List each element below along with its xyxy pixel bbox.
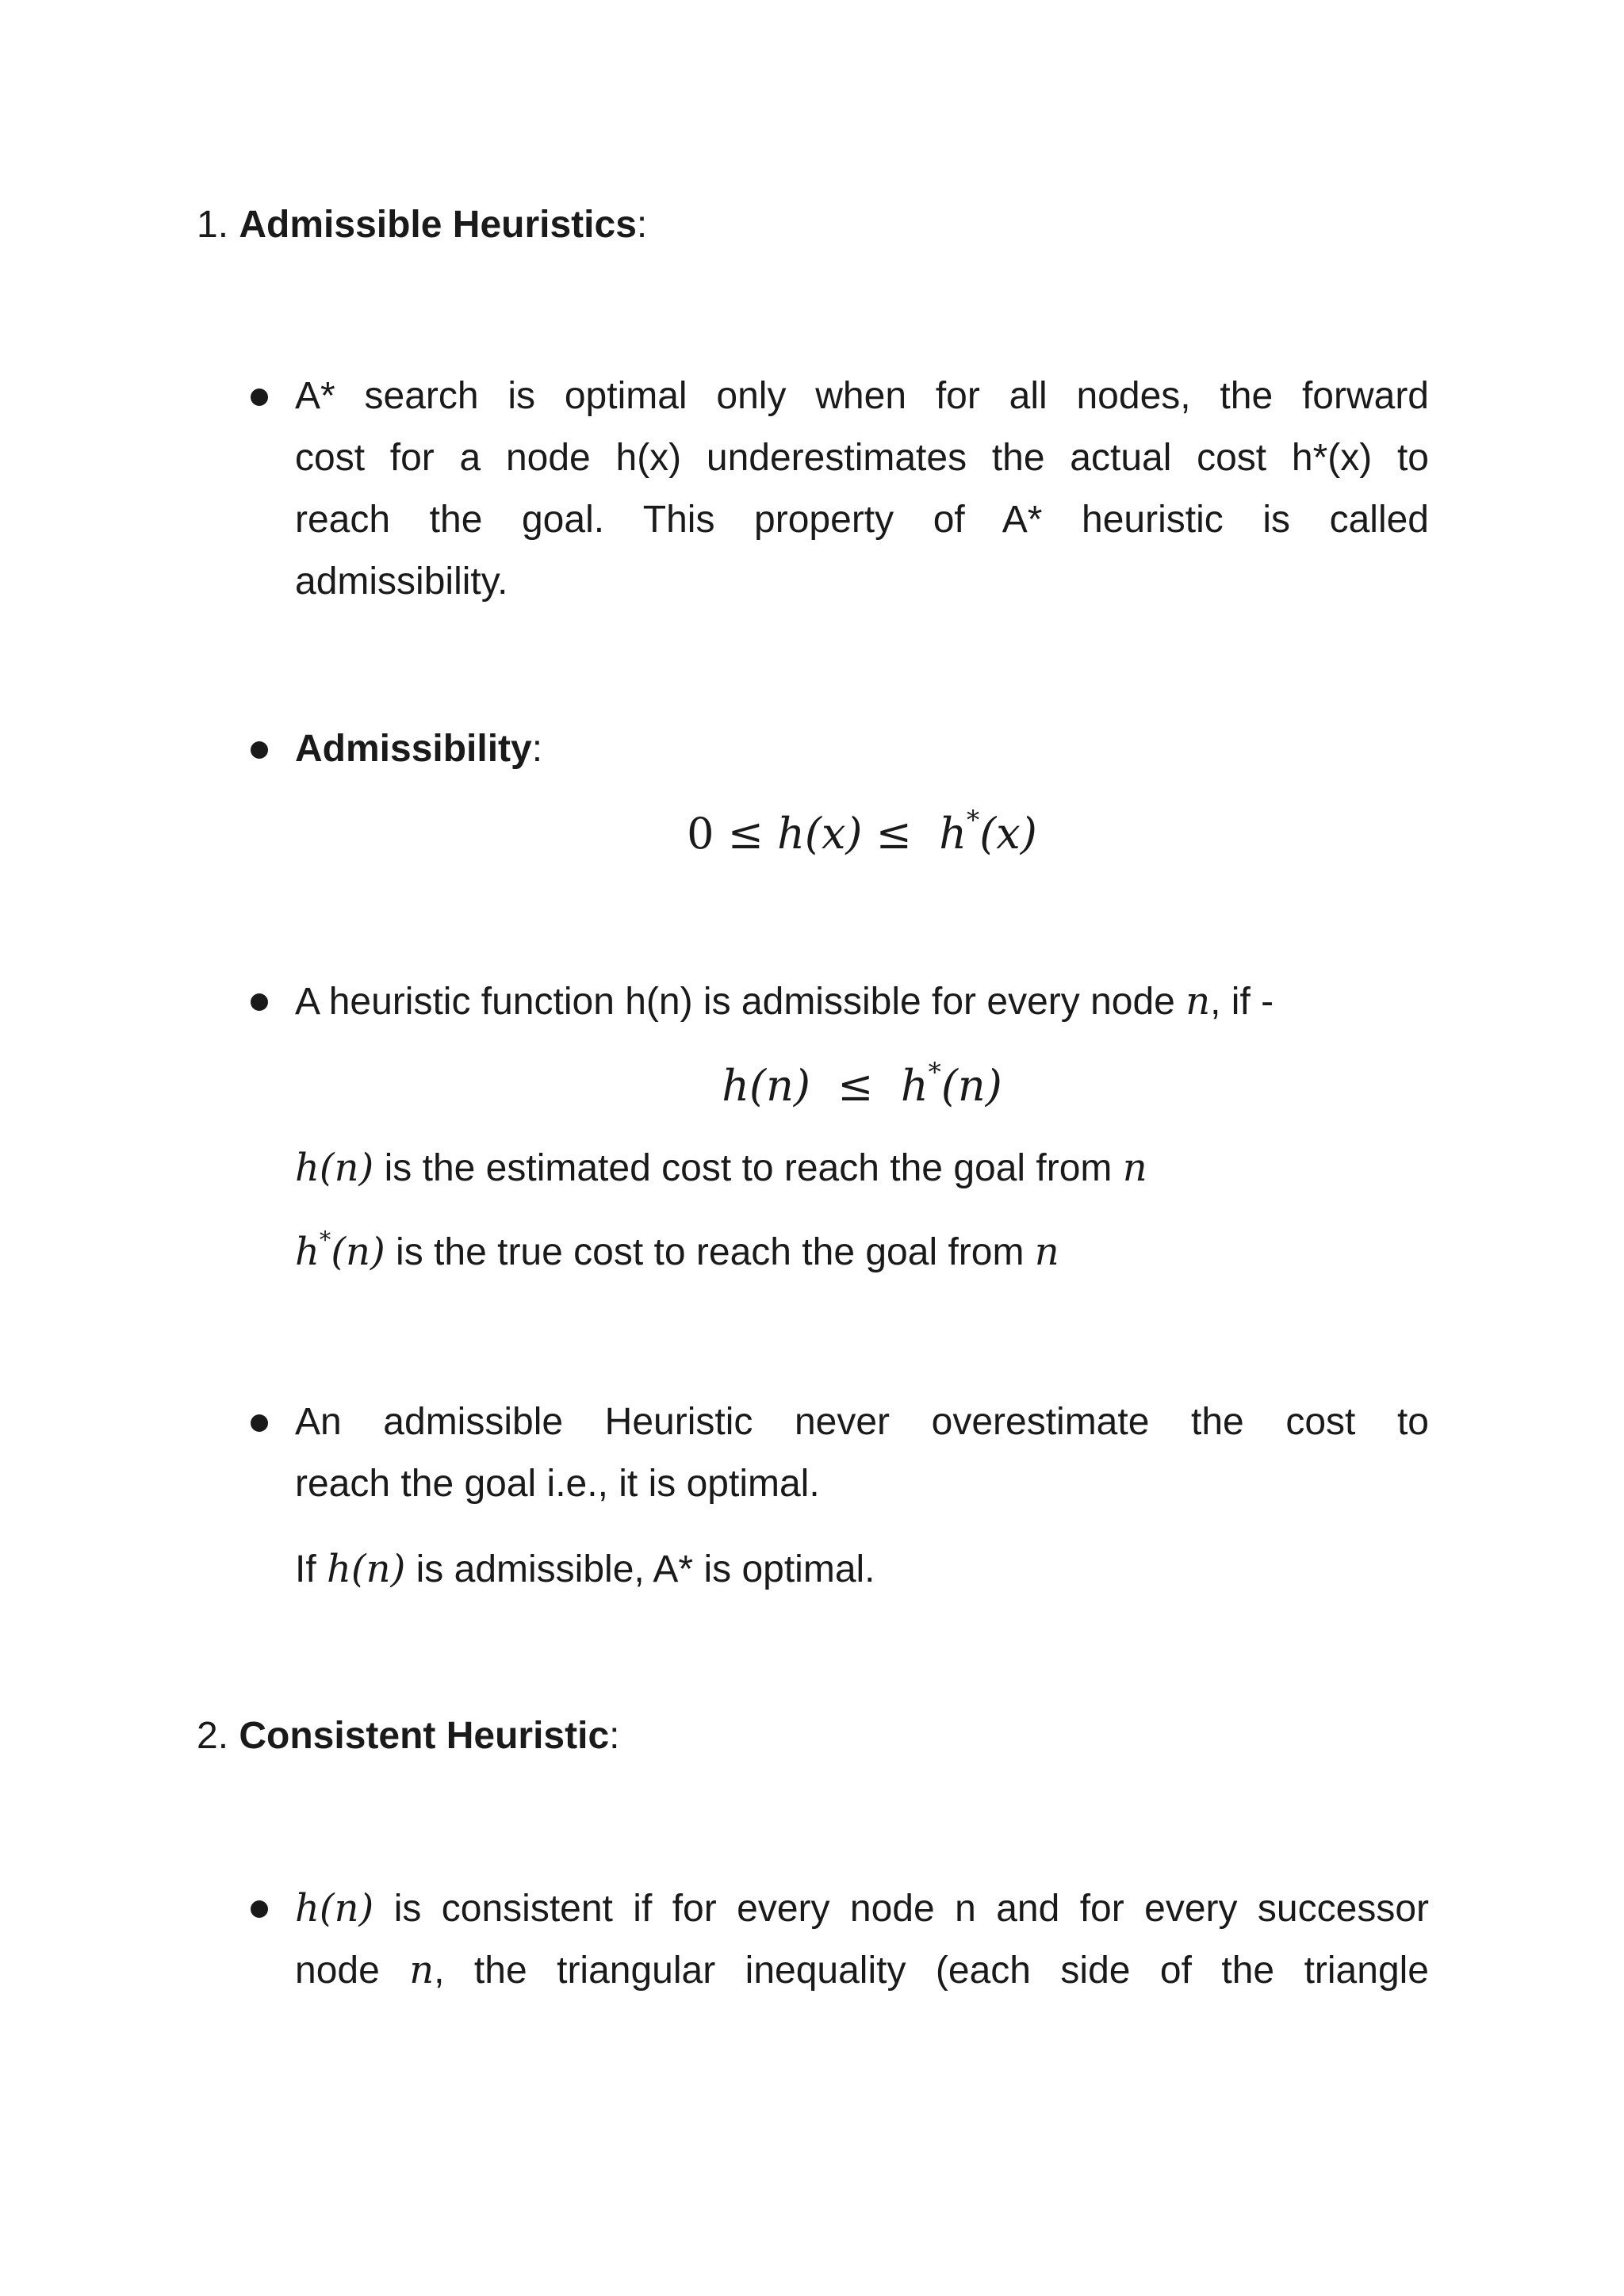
admissibility-heading — [295, 726, 542, 772]
math-var-n: n — [1034, 1230, 1059, 1274]
definition-estimated-cost — [295, 1145, 1147, 1192]
bullet-3-text-after: , if - — [1210, 981, 1274, 1023]
formula-n: (n) — [940, 1061, 1002, 1111]
section-2-title: Consistent Heuristic — [239, 1715, 610, 1757]
formula-le: ≤ — [727, 809, 764, 859]
admissibility-colon: : — [531, 728, 543, 770]
bullet-1-line-2: cost for a node h(x) underestimates the actual cost h*(x) to — [295, 437, 1429, 479]
formula-x: (x) — [979, 809, 1037, 859]
bullet-icon — [251, 388, 268, 406]
math-var-hn: h(n) — [327, 1547, 406, 1591]
definition-text: is the true cost to reach the goal from — [385, 1231, 1035, 1273]
bullet-icon — [251, 1900, 268, 1918]
bullet-3-text: A heuristic function h(n) is admissible for every node — [295, 981, 1186, 1023]
section-1-colon: : — [636, 204, 648, 246]
formula-zero: 0 — [687, 809, 714, 859]
formula-star: * — [967, 805, 980, 836]
section-1-number: 1. — [197, 204, 229, 246]
formula-h: h — [939, 809, 967, 859]
bullet-4-line-1: An admissible Heuristic never overestimate the cost to — [295, 1401, 1429, 1443]
section-2-line-1-text: is consistent if for every node n and for every successor — [373, 1888, 1429, 1930]
section-2-line-2-b: , the triangular inequality (each side of the triangle — [434, 1950, 1429, 1992]
section-1-title: Admissible Heuristics — [239, 204, 637, 246]
bullet-4-line-2: reach the goal i.e., it is optimal. — [295, 1463, 820, 1505]
bullet-icon — [251, 741, 268, 759]
math-var-n: n — [1122, 1146, 1147, 1190]
formula-h: h — [900, 1061, 929, 1111]
section-2-line-2-a: node — [295, 1950, 410, 1992]
formula-le: ≤ — [837, 1061, 874, 1111]
section-1-heading — [197, 200, 647, 251]
formula-hn: h(n) — [722, 1061, 810, 1111]
section-2-heading — [197, 1711, 619, 1762]
bullet-1-line-4: admissibility. — [295, 561, 508, 603]
formula-hx: h(x) — [777, 809, 863, 859]
section-2-number: 2. — [197, 1715, 229, 1757]
definition-text: is the estimated cost to reach the goal from — [373, 1147, 1123, 1189]
math-var-n: (n) — [331, 1230, 385, 1274]
math-var-hn: h(n) — [295, 1146, 374, 1190]
bullet-3-line — [295, 978, 1274, 1025]
conclusion-if: If — [295, 1548, 327, 1590]
bullet-1-line-1: A* search is optimal only when for all nodes, the forward — [295, 375, 1429, 417]
formula-star: * — [928, 1057, 941, 1088]
bullet-1-line-3: reach the goal. This property of A* heuristic is called — [295, 499, 1429, 541]
math-var-n: n — [409, 1948, 435, 1992]
conclusion-rest: is admissible, A* is optimal. — [405, 1548, 875, 1590]
section-2-bullet-1-line-2 — [295, 1947, 1429, 1994]
formula-le: ≤ — [875, 809, 912, 859]
section-2-colon: : — [609, 1715, 620, 1757]
math-var-n: n — [1185, 979, 1211, 1024]
math-var-hn: h(n) — [295, 1886, 374, 1931]
heuristic-formula — [295, 1057, 1429, 1111]
bullet-4-conclusion — [295, 1546, 875, 1593]
bullet-icon — [251, 993, 268, 1011]
admissibility-formula — [295, 805, 1429, 859]
section-2-bullet-1-line-1 — [295, 1885, 1429, 1932]
math-var-h: h — [295, 1230, 320, 1274]
math-star: * — [319, 1226, 331, 1253]
definition-true-cost — [295, 1226, 1059, 1276]
admissibility-title: Admissibility — [295, 728, 532, 770]
bullet-icon — [251, 1414, 268, 1432]
